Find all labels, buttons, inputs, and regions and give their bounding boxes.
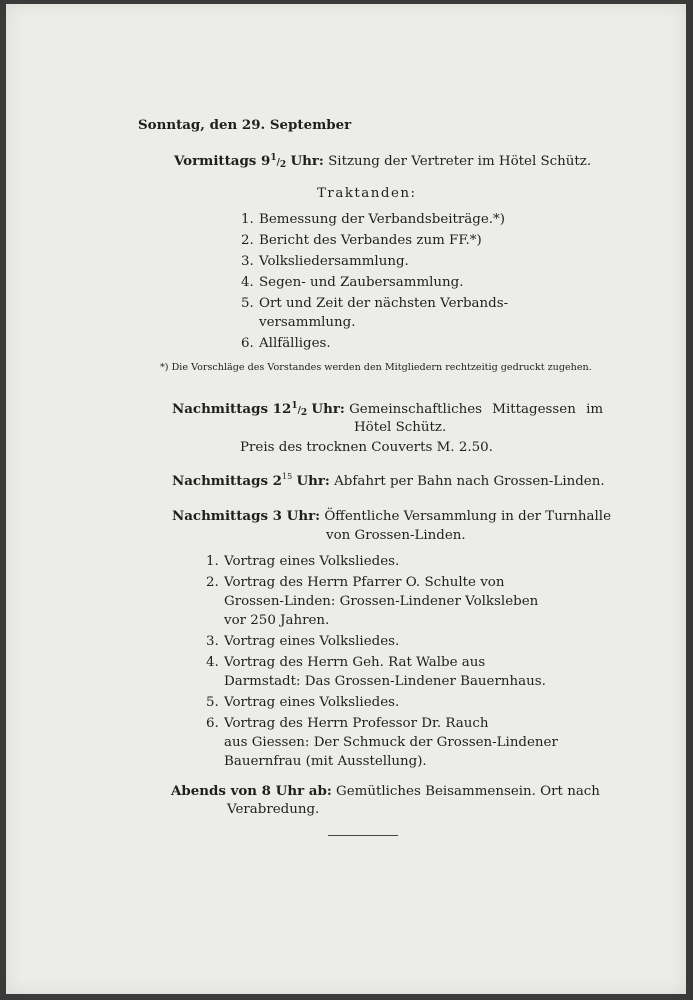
agenda-title: Traktanden: [317,186,417,201]
document-page [6,4,686,994]
lunch-text: Gemeinschaftliches Mittagessen im [349,402,604,417]
departure-line [172,472,605,492]
lunch-price: Preis des trocknen Couverts M. 2.50. [240,440,493,455]
evening-line [171,782,600,801]
list-item: 5. Ort und Zeit der nächsten Verbands- [241,296,509,311]
morning-time: Vormittags 9 [174,153,271,169]
list-item: 4. Segen- und Zaubersammlung. [241,275,464,290]
list-item: 6. Vortrag des Herrn Professor Dr. Rauch aus Giessen: Der Schmuck der Grossen-Lindener Bauernfrau (mit Ausstellung). [206,716,558,769]
morning-line [174,152,591,173]
afternoon-text-2: von Grossen-Linden. [326,528,466,543]
afternoon-text: Öffentliche Versammlung in der Turnhalle [324,509,611,524]
program-list [206,552,558,771]
morning-text: Sitzung der Vertreter im Hötel Schütz. [328,154,592,169]
closing-rule [328,835,398,836]
list-item: 6. Allfälliges. [241,336,331,351]
departure-minutes: 15 [282,472,293,481]
departure-time-unit: Uhr: [296,473,330,489]
morning-fraction: 1/2 [270,153,287,170]
lunch-text-2: Hötel Schütz. [354,420,447,435]
agenda-list [241,210,508,355]
departure-text: Abfahrt per Bahn nach Grossen-Linden. [334,474,605,489]
footnote: *) Die Vorschläge des Vorstandes werden den Mitgliedern rechtzeitig gedruckt zugehen. [160,362,592,373]
afternoon-time: Nachmittags 3 Uhr: [172,508,321,524]
afternoon-line [172,507,611,526]
evening-text: Gemütliches Beisammensein. Ort nach [336,784,600,799]
morning-time-unit: Uhr: [290,153,324,169]
lunch-time: Nachmittags 12 [172,401,292,417]
list-item: 2. Bericht des Verbandes zum FF.*) [241,233,482,248]
departure-time: Nachmittags 2 [172,473,282,489]
page-heading: Sonntag, den 29. September [138,117,352,133]
evening-text-2: Verabredung. [227,802,320,817]
list-item: 1. Bemessung der Verbandsbeiträge.*) [241,212,505,227]
list-item-continuation: versammlung. [259,315,356,330]
lunch-fraction: 1/2 [291,401,308,418]
list-item: 1. Vortrag eines Volksliedes. [206,554,400,569]
list-item: 5. Vortrag eines Volksliedes. [206,695,400,710]
lunch-time-unit: Uhr: [311,401,345,417]
evening-time: Abends von 8 Uhr ab: [171,783,332,799]
list-item: 3. Vortrag eines Volksliedes. [206,634,400,649]
list-item: 4. Vortrag des Herrn Geh. Rat Walbe aus Darmstadt: Das Grossen-Lindener Bauernhaus. [206,655,546,689]
list-item: 2. Vortrag des Herrn Pfarrer O. Schulte von Grossen-Linden: Grossen-Lindener Volksleben vor 250 Jahren. [206,575,539,628]
list-item: 3. Volksliedersammlung. [241,254,409,269]
